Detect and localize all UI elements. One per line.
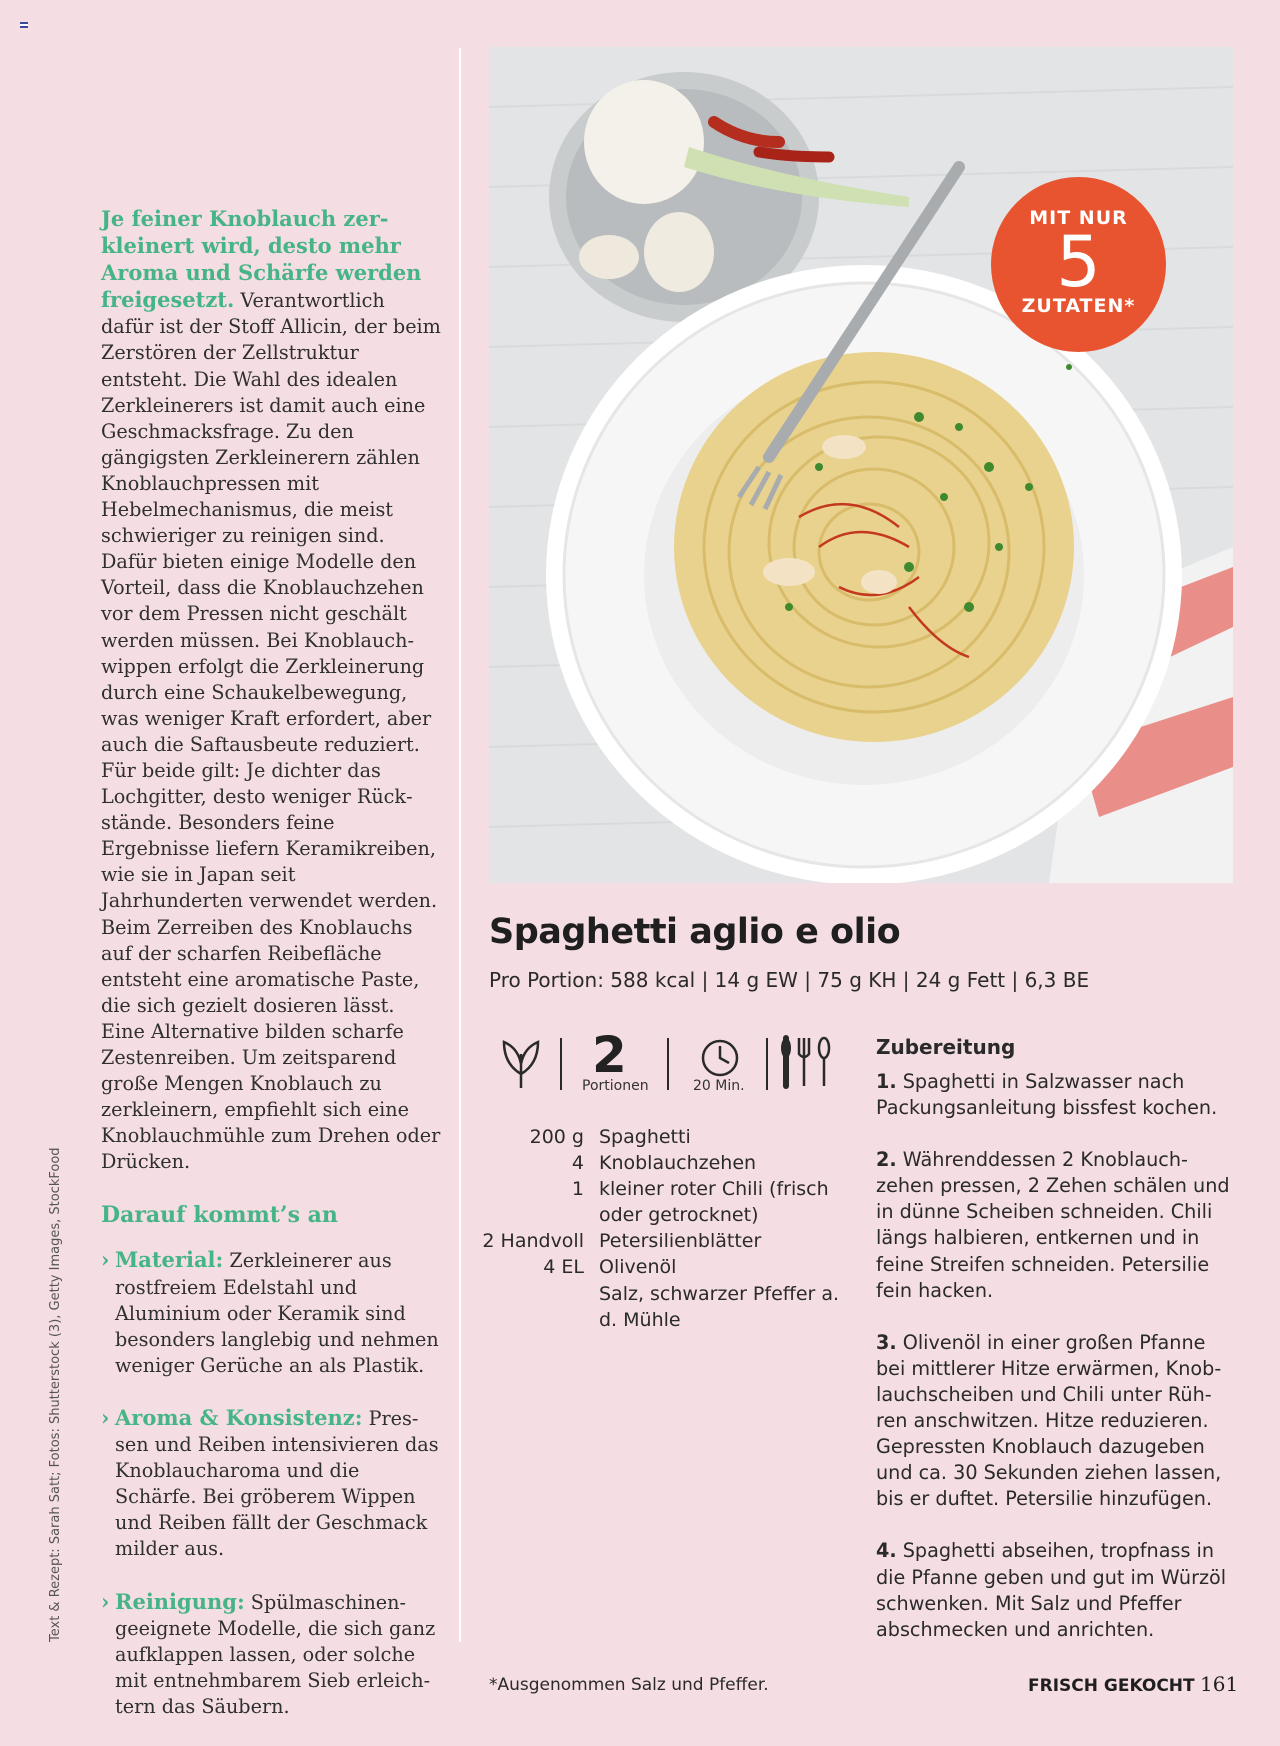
preparation	[876, 1034, 1236, 1669]
recipe-photo	[489, 47, 1233, 883]
bullet-marker-icon: ›	[101, 1404, 110, 1430]
step-number: 4.	[876, 1539, 897, 1563]
bullet-text: Spülmaschinengeeignete Modelle, die sich ganz aufklappen lassen, oder solche mit entnehmbarem Sieb erleichtern das Säubern.	[115, 1590, 436, 1718]
portions-label: Portionen	[582, 1078, 649, 1094]
bullet-text: Pressen und Reiben intensivieren das Knoblaucharoma und die Schärfe. Bei gröberem Wippen und Reiben fällt der Geschmack milder aus.	[115, 1406, 439, 1561]
ingredient-name: Spaghetti	[599, 1126, 691, 1148]
ingredient-qty: 200 g	[529, 1126, 584, 1148]
article-column	[101, 206, 441, 1746]
meta-divider	[766, 1038, 768, 1090]
ingredient-qty	[470, 1281, 599, 1333]
column-divider	[459, 48, 461, 1642]
recipe-title: Spaghetti aglio e olio	[489, 912, 901, 952]
bullet-term: Reinigung:	[115, 1588, 245, 1614]
flag-icon	[20, 22, 28, 28]
bullet-reinigung	[101, 1589, 441, 1720]
cutlery-icon	[778, 1034, 834, 1090]
time-label: 20 Min.	[693, 1078, 745, 1094]
prep-step	[876, 1330, 1236, 1513]
badge-line1: MIT NUR	[1029, 207, 1128, 229]
photo-credit: Text & Rezept: Sarah Satt; Fotos: Shutterstock (3), Getty Images, StockFood	[48, 1147, 63, 1642]
step-text: Olivenöl in einer großen Pfanne bei mittlerer Hitze erwärmen, Knoblauchscheiben und Chili unter Rühren anschwitzen. Hitze reduzieren. Gepressten Knoblauch dazugeben und ca. 30 Sekunden ziehen lassen, bis er duftet. Petersilie hinzufügen.	[876, 1330, 1222, 1511]
step-number: 1.	[876, 1070, 897, 1093]
ingredient-qty: 1	[571, 1178, 584, 1201]
step-number: 2.	[876, 1148, 897, 1172]
badge-line2: ZUTATEN*	[1021, 295, 1136, 317]
article-intro	[101, 206, 441, 1175]
nutrition-info: Pro Portion: 588 kcal | 14 g EW | 75 g KH | 24 g Fett | 6,3 BE	[489, 968, 1090, 992]
meta-divider	[667, 1038, 669, 1090]
section-label: FRISCH GEKOCHT	[1028, 1676, 1195, 1696]
portions-number: 2	[592, 1026, 627, 1084]
badge-number: 5	[1056, 221, 1101, 303]
ingredient-count-badge	[991, 177, 1166, 352]
bullet-text: Zerkleinerer aus rostfreiem Edelstahl und Aluminium oder Keramik sind besonders langlebig und nehmen weniger Gerüche an als Plastik.	[115, 1249, 439, 1377]
step-text: Spaghetti in Salzwasser nach Packungsanleitung bissfest kochen.	[876, 1070, 1218, 1120]
ingredient-list	[470, 1124, 850, 1333]
preparation-heading: Zubereitung	[876, 1035, 1016, 1059]
ingredient-name: Salz, schwarzer Pfeffer a. d. Mühle	[599, 1282, 840, 1331]
clock-icon	[700, 1038, 740, 1078]
subheading: Darauf kommt’s an	[101, 1202, 338, 1229]
ingredient-qty: 4 EL	[543, 1256, 584, 1279]
step-text: Spaghetti abseihen, tropfnass in die Pfanne geben und gut im Würzöl schwenken. Mit Salz und Pfeffer abschmecken und anrichten.	[876, 1539, 1227, 1641]
ingredient-row	[470, 1150, 850, 1176]
bullet-material	[101, 1247, 441, 1378]
lead-body: Verantwortlich dafür ist der Stoff Allicin, der beim Zerstören der Zellstruktur entsteht. Die Wahl des idealen Zerkleinerers ist damit auch eine Geschmacksfrage. Zu den gängigsten Zerkleinerern zählen Knoblauchpressen mit Hebelmechanismus, die meist schwieriger zu reinigen sind. Dafür bieten einige Modelle den Vorteil, dass die Knoblauchzehen vor dem Pressen nicht geschält werden müssen. Bei Knoblauchwippen erfolgt die Zerkleinerung durch eine Schaukelbewegung, was weniger Kraft erfordert, aber auch die Saftausbeute reduziert. Für beide gilt: Je dichter das Lochgitter, desto weniger Rückstände. Besonders feine Ergebnisse liefern Keramikreiben, wie sie in Japan seit Jahrhunderten verwendet werden. Beim Zerreiben des Knoblauchs auf der scharfen Reibefläche entsteht eine aromatische Paste, die sich gezielt dosieren lässt. Eine Alternative bilden scharfe Zestenreiben. Um zeitsparend große Mengen Knoblauch zu zerkleinern, empfiehlt sich eine Knoblauchmühle zum Drehen oder Drücken.	[101, 289, 441, 1174]
bullet-aroma	[101, 1405, 441, 1563]
ingredient-row	[470, 1228, 850, 1254]
step-text: Währenddessen 2 Knoblauchzehen pressen, 2 Zehen schälen und in dünne Scheiben schneiden. Chili längs halbieren, entkernen und in feine Streifen schneiden. Petersilie fein hacken.	[876, 1148, 1230, 1302]
prep-step	[876, 1538, 1236, 1642]
vegetarian-leaf-icon	[500, 1034, 542, 1090]
prep-step	[876, 1069, 1236, 1121]
meta-divider	[560, 1038, 562, 1090]
prep-step	[876, 1147, 1236, 1304]
lead-highlight: Je feiner Knoblauch zerkleinert wird, desto mehr Aroma und Schärfe werden freigesetzt.	[101, 206, 422, 313]
ingredient-name: Knoblauchzehen	[599, 1152, 757, 1175]
footnote: *Ausgenommen Salz und Pfeffer.	[489, 1675, 769, 1695]
ingredient-row	[470, 1176, 850, 1228]
bullet-term: Aroma & Konsistenz:	[115, 1404, 363, 1430]
bullet-marker-icon: ›	[101, 1247, 110, 1273]
bullet-term: Material:	[115, 1247, 224, 1273]
page-number: 161	[1200, 1672, 1239, 1696]
ingredient-row	[470, 1124, 850, 1150]
ingredient-name: Olivenöl	[599, 1256, 677, 1279]
step-number: 3.	[876, 1330, 897, 1354]
ingredient-row	[470, 1254, 850, 1280]
ingredient-name: kleiner roter Chili (frisch oder getrocknet)	[599, 1178, 829, 1227]
ingredient-qty: 2 Handvoll	[482, 1230, 584, 1253]
ingredient-name: Petersilienblätter	[599, 1230, 762, 1253]
recipe-meta-icons	[500, 1026, 840, 1094]
ingredient-row	[470, 1281, 850, 1333]
ingredient-qty: 4	[571, 1152, 584, 1175]
bullet-marker-icon: ›	[101, 1588, 110, 1614]
